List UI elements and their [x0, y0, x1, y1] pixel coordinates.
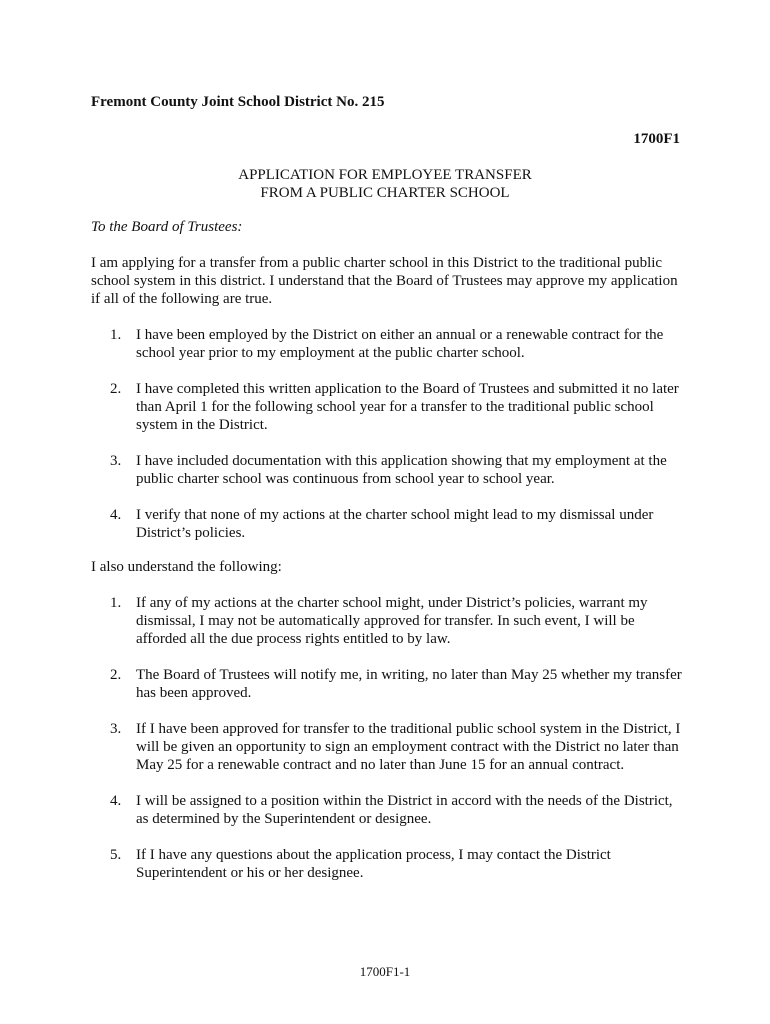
list-item-text: If I have any questions about the application process, I may contact the District Superintendent or his or her designee. — [136, 847, 611, 881]
list-item-number: 2. — [110, 381, 122, 397]
title-line-2: FROM A PUBLIC CHARTER SCHOOL — [260, 185, 510, 201]
form-code: 1700F1 — [633, 131, 680, 147]
list-item-text: If any of my actions at the charter school might, under District’s policies, warrant my dismissal, I may not be automatically approved for transfer. In such event, I will be afforded all the due process rights entitled to by law. — [136, 595, 648, 647]
list-item-number: 3. — [110, 453, 122, 469]
list-item — [110, 666, 682, 702]
list-item-number: 4. — [110, 793, 122, 809]
list-item-number: 1. — [110, 327, 122, 343]
list-item-text: I have included documentation with this application showing that my employment at the public charter school was continuous from school year to school year. — [136, 453, 667, 487]
also-understand-heading: I also understand the following: — [91, 559, 282, 575]
conditions-list — [110, 326, 682, 560]
district-name: Fremont County Joint School District No. 215 — [91, 94, 385, 110]
understandings-list — [110, 594, 682, 900]
list-item-text: I will be assigned to a position within the District in accord with the needs of the District, as determined by the Superintendent or designee. — [136, 793, 673, 827]
intro-paragraph: I am applying for a transfer from a public charter school in this District to the traditional public school system in this district. I understand that the Board of Trustees may approve my application if all of the following are true. — [91, 255, 678, 307]
list-item — [110, 792, 682, 828]
list-item-number: 5. — [110, 847, 122, 863]
list-item-text: I have been employed by the District on either an annual or a renewable contract for the school year prior to my employment at the public charter school. — [136, 327, 664, 361]
list-item-text: I have completed this written application to the Board of Trustees and submitted it no later than April 1 for the following school year for a transfer to the traditional public school system in the District. — [136, 381, 679, 433]
list-item-number: 4. — [110, 507, 122, 523]
list-item — [110, 594, 682, 648]
salutation: To the Board of Trustees: — [91, 219, 243, 235]
list-item-text: I verify that none of my actions at the charter school might lead to my dismissal under District’s policies. — [136, 507, 654, 541]
document-title — [0, 166, 770, 202]
page-footer-label: 1700F1-1 — [359, 964, 411, 979]
list-item-number: 3. — [110, 721, 122, 737]
list-item — [110, 452, 682, 488]
list-item-text: The Board of Trustees will notify me, in writing, no later than May 25 whether my transfer has been approved. — [136, 667, 682, 701]
list-item — [110, 380, 682, 434]
list-item-number: 1. — [110, 595, 122, 611]
list-item — [110, 326, 682, 362]
list-item-number: 2. — [110, 667, 122, 683]
list-item — [110, 846, 682, 882]
title-line-1: APPLICATION FOR EMPLOYEE TRANSFER — [238, 167, 532, 183]
list-item — [110, 506, 682, 542]
list-item — [110, 720, 682, 774]
list-item-text: If I have been approved for transfer to the traditional public school system in the District, I will be given an opportunity to sign an employment contract with the District no later than May 25 for a renewable contract and no later than June 15 for an annual contract. — [136, 721, 681, 773]
